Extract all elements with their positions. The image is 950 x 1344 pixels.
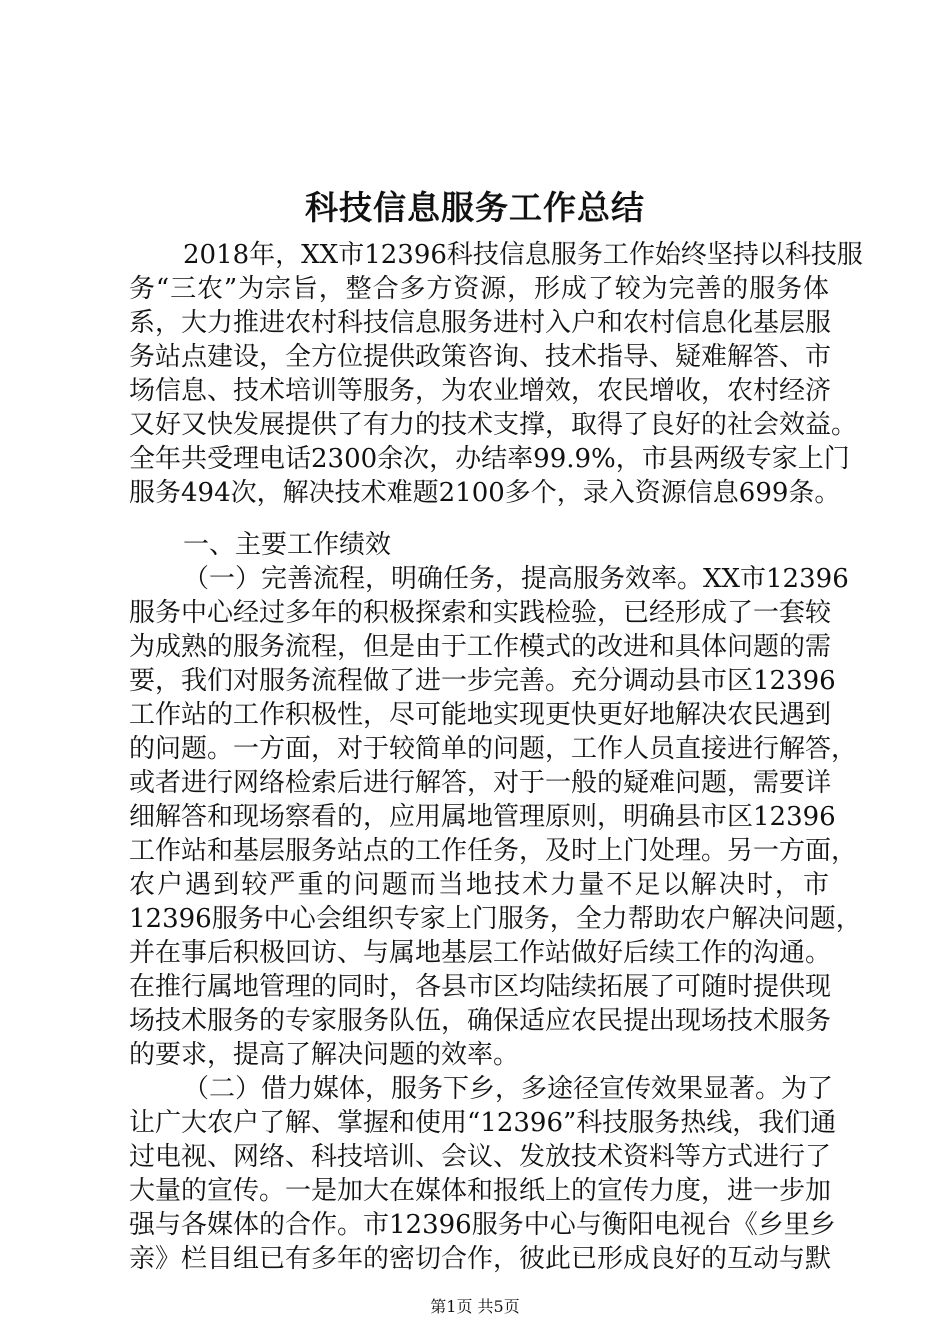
paragraph-line: 务站点建设，全方位提供政策咨询、技术指导、疑难解答、市 <box>129 342 832 372</box>
paragraph-line: 服务中心经过多年的积极探索和实践检验，已经形成了一套较 <box>129 598 832 628</box>
paragraph-line: （二）借力媒体，服务下乡，多途径宣传效果显著。为了 <box>183 1074 834 1104</box>
paragraph-line: 12396服务中心会组织专家上门服务，全力帮助农户解决问题， <box>129 904 862 934</box>
paragraph-line: 细解答和现场察看的，应用属地管理原则，明确县市区12396 <box>129 802 836 832</box>
paragraph-line: 工作站和基层服务站点的工作任务，及时上门处理。另一方面， <box>129 836 858 866</box>
paragraph-line: 在推行属地管理的同时，各县市区均陆续拓展了可随时提供现 <box>129 972 832 1002</box>
paragraph-line: 系，大力推进农村科技信息服务进村入户和农村信息化基层服 <box>129 308 832 338</box>
paragraph-line: 场技术服务的专家服务队伍，确保适应农民提出现场技术服务 <box>129 1006 832 1036</box>
paragraph-line: （一）完善流程，明确任务，提高服务效率。XX市12396 <box>183 564 849 594</box>
paragraph-line: 2018年，XX市12396科技信息服务工作始终坚持以科技服 <box>183 240 863 270</box>
paragraph-line: 又好又快发展提供了有力的技术支撑，取得了良好的社会效益。 <box>129 410 858 440</box>
paragraph-line: 大量的宣传。一是加大在媒体和报纸上的宣传力度，进一步加 <box>129 1176 832 1206</box>
paragraph-line: 让广大农户了解、掌握和使用“12396”科技服务热线，我们通 <box>129 1108 837 1138</box>
paragraph-line: 场信息、技术培训等服务，为农业增效，农民增收，农村经济 <box>129 376 832 406</box>
paragraph-line: 强与各媒体的合作。市12396服务中心与衡阳电视台《乡里乡 <box>129 1210 836 1240</box>
paragraph-line: 农户遇到较严重的问题而当地技术力量不足以解决时，市 <box>129 870 829 900</box>
section-heading: 一、主要工作绩效 <box>183 530 392 560</box>
document-title: 科技信息服务工作总结 <box>305 188 645 227</box>
paragraph-line: 过电视、网络、科技培训、会议、发放技术资料等方式进行了 <box>129 1142 832 1172</box>
paragraph-line: 或者进行网络检索后进行解答，对于一般的疑难问题，需要详 <box>129 768 832 798</box>
paragraph-line: 工作站的工作积极性，尽可能地实现更快更好地解决农民遇到 <box>129 700 832 730</box>
paragraph-line: 亲》栏目组已有多年的密切合作，彼此已形成良好的互动与默 <box>129 1244 832 1274</box>
paragraph-line: 的问题。一方面，对于较简单的问题，工作人员直接进行解答， <box>129 734 858 764</box>
paragraph-line: 要，我们对服务流程做了进一步完善。充分调动县市区12396 <box>129 666 836 696</box>
paragraph-line: 全年共受理电话2300余次，办结率99.9%，市县两级专家上门 <box>129 444 850 474</box>
paragraph-line: 服务494次，解决技术难题2100多个，录入资源信息699条。 <box>129 478 841 508</box>
paragraph-line: 并在事后积极回访、与属地基层工作站做好后续工作的沟通。 <box>129 938 832 968</box>
paragraph-line: 务“三农”为宗旨，整合多方资源，形成了较为完善的服务体 <box>129 274 829 304</box>
page-footer: 第1页 共5页 <box>430 1297 520 1316</box>
paragraph-line: 的要求，提高了解决问题的效率。 <box>129 1040 520 1070</box>
paragraph-line: 为成熟的服务流程，但是由于工作模式的改进和具体问题的需 <box>129 632 832 662</box>
